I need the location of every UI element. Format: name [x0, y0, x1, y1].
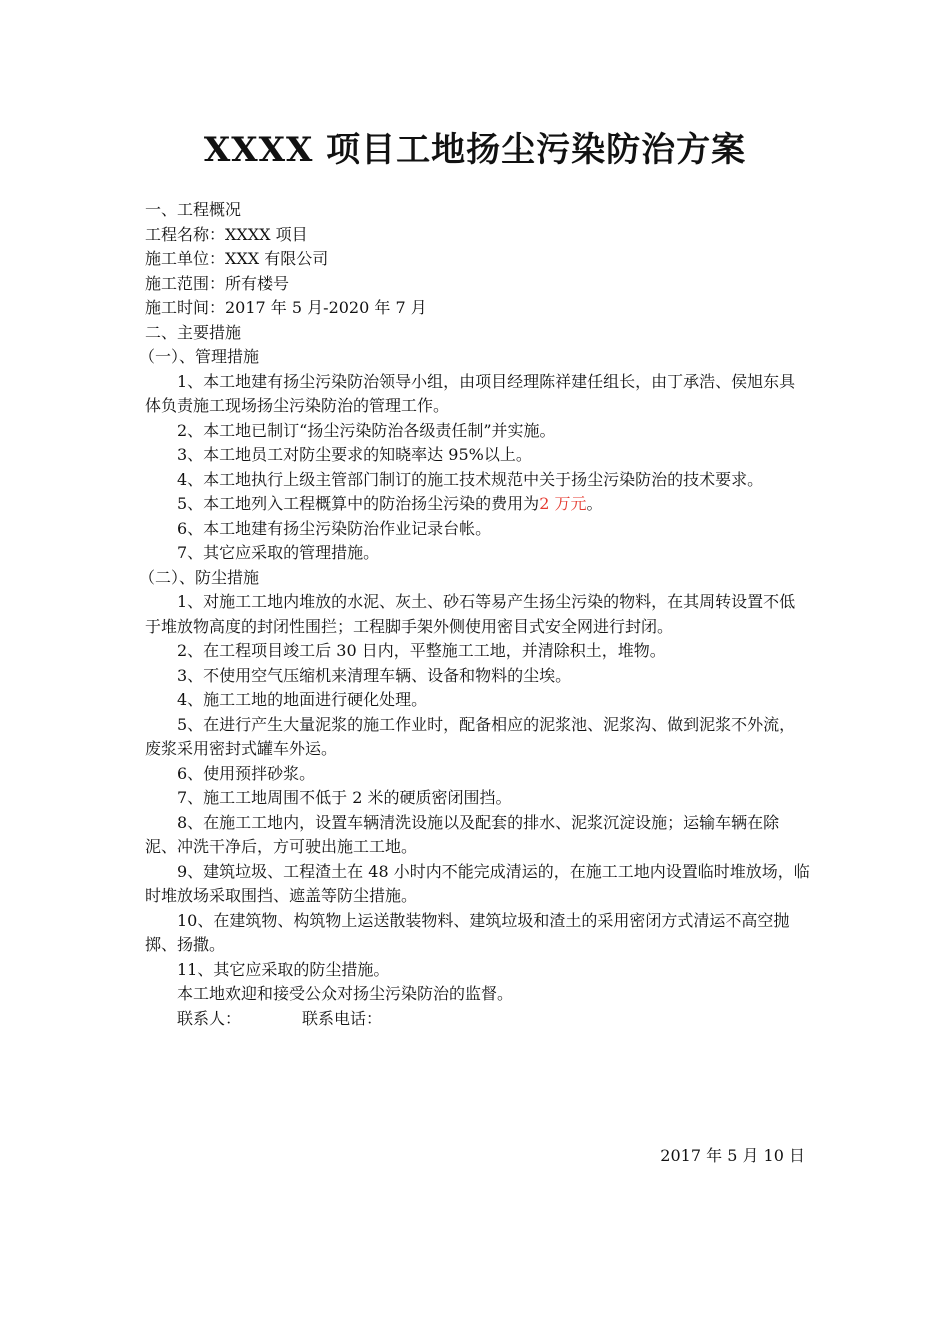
- management-item: 4、本工地执行上级主管部门制订的施工技术规范中关于扬尘污染防治的技术要求。: [177, 469, 764, 489]
- dust-item: 2、在工程项目竣工后 30 日内，平整施工工地，并清除积土，堆物。: [177, 641, 666, 660]
- dust-item: 6、使用预拌砂浆。: [177, 763, 316, 783]
- management-item: 2、本工地已制订“扬尘污染防治各级责任制”并实施。: [177, 420, 556, 440]
- management-item-budget: [145, 492, 810, 517]
- subsection-heading-management: （一）、管理措施: [139, 347, 260, 366]
- dust-item: 5、在进行产生大量泥浆的施工作业时，配备相应的泥浆池、泥浆沟、做到泥浆不外流，废浆采用密封式罐车外运。: [145, 714, 796, 758]
- dust-item: 4、施工工地的地面进行硬化处理。: [177, 690, 428, 709]
- document-date: 2017 年 5 月 10 日: [660, 1146, 805, 1165]
- dust-item: 9、建筑垃圾、工程渣土在 48 小时内不能完成清运的，在施工工地内设置临时堆放场，临时堆放场采取围挡、遮盖等防尘措施。: [145, 861, 810, 905]
- dust-item: 7、施工工地周围不低于 2 米的硬质密闭围挡。: [177, 788, 512, 807]
- project-name-line: 工程名称：XXXX 项目: [145, 224, 308, 244]
- contact-phone-label: 联系电话：: [302, 1008, 383, 1028]
- dust-item: 11、其它应采取的防尘措施。: [177, 959, 390, 979]
- management-item: 6、本工地建有扬尘污染防治作业记录台帐。: [177, 518, 492, 538]
- document-body: [139, 198, 810, 1031]
- management-item: 7、其它应采取的管理措施。: [177, 543, 380, 562]
- contact-line: [145, 1007, 810, 1032]
- dust-item: 8、在施工工地内，设置车辆清洗设施以及配套的排水、泥浆沉淀设施；运输车辆在除泥、冲洗干净后，方可驶出施工工地。: [145, 812, 780, 856]
- section-heading-measures: 二、主要措施: [145, 322, 242, 342]
- management-item: 1、本工地建有扬尘污染防治领导小组，由项目经理陈祥建任组长，由丁承浩、侯旭东具体负责施工现场扬尘污染防治的管理工作。: [145, 371, 796, 415]
- document-title: XXXX 项目工地扬尘污染防治方案: [203, 130, 747, 170]
- dust-item: 1、对施工工地内堆放的水泥、灰土、砂石等易产生扬尘污染的物料，在其周转设置不低于堆放物高度的封闭性围拦；工程脚手架外侧使用密目式安全网进行封闭。: [145, 592, 796, 636]
- budget-text: 5、本工地列入工程概算中的防治扬尘污染的费用为: [177, 494, 540, 513]
- subsection-heading-dust: （二）、防尘措施: [139, 567, 260, 587]
- construction-unit-line: 施工单位：XXX 有限公司: [145, 249, 329, 268]
- construction-scope-line: 施工范围：所有楼号: [145, 273, 290, 293]
- budget-period: 。: [586, 494, 603, 513]
- section-heading-overview: 一、工程概况: [145, 200, 242, 219]
- supervision-statement: 本工地欢迎和接受公众对扬尘污染防治的监督。: [177, 984, 514, 1003]
- management-item: 3、本工地员工对防尘要求的知晓率达 95%以上。: [177, 445, 532, 464]
- budget-amount: 2 万元: [539, 494, 587, 513]
- dust-item: 10、在建筑物、构筑物上运送散装物料、建筑垃圾和渣土的采用密闭方式清运不高空抛掷、扬撒。: [145, 910, 790, 954]
- contact-person-label: 联系人：: [177, 1008, 242, 1028]
- construction-period-line: 施工时间：2017 年 5 月-2020 年 7 月: [145, 298, 427, 317]
- dust-item: 3、不使用空气压缩机来清理车辆、设备和物料的尘埃。: [177, 665, 572, 685]
